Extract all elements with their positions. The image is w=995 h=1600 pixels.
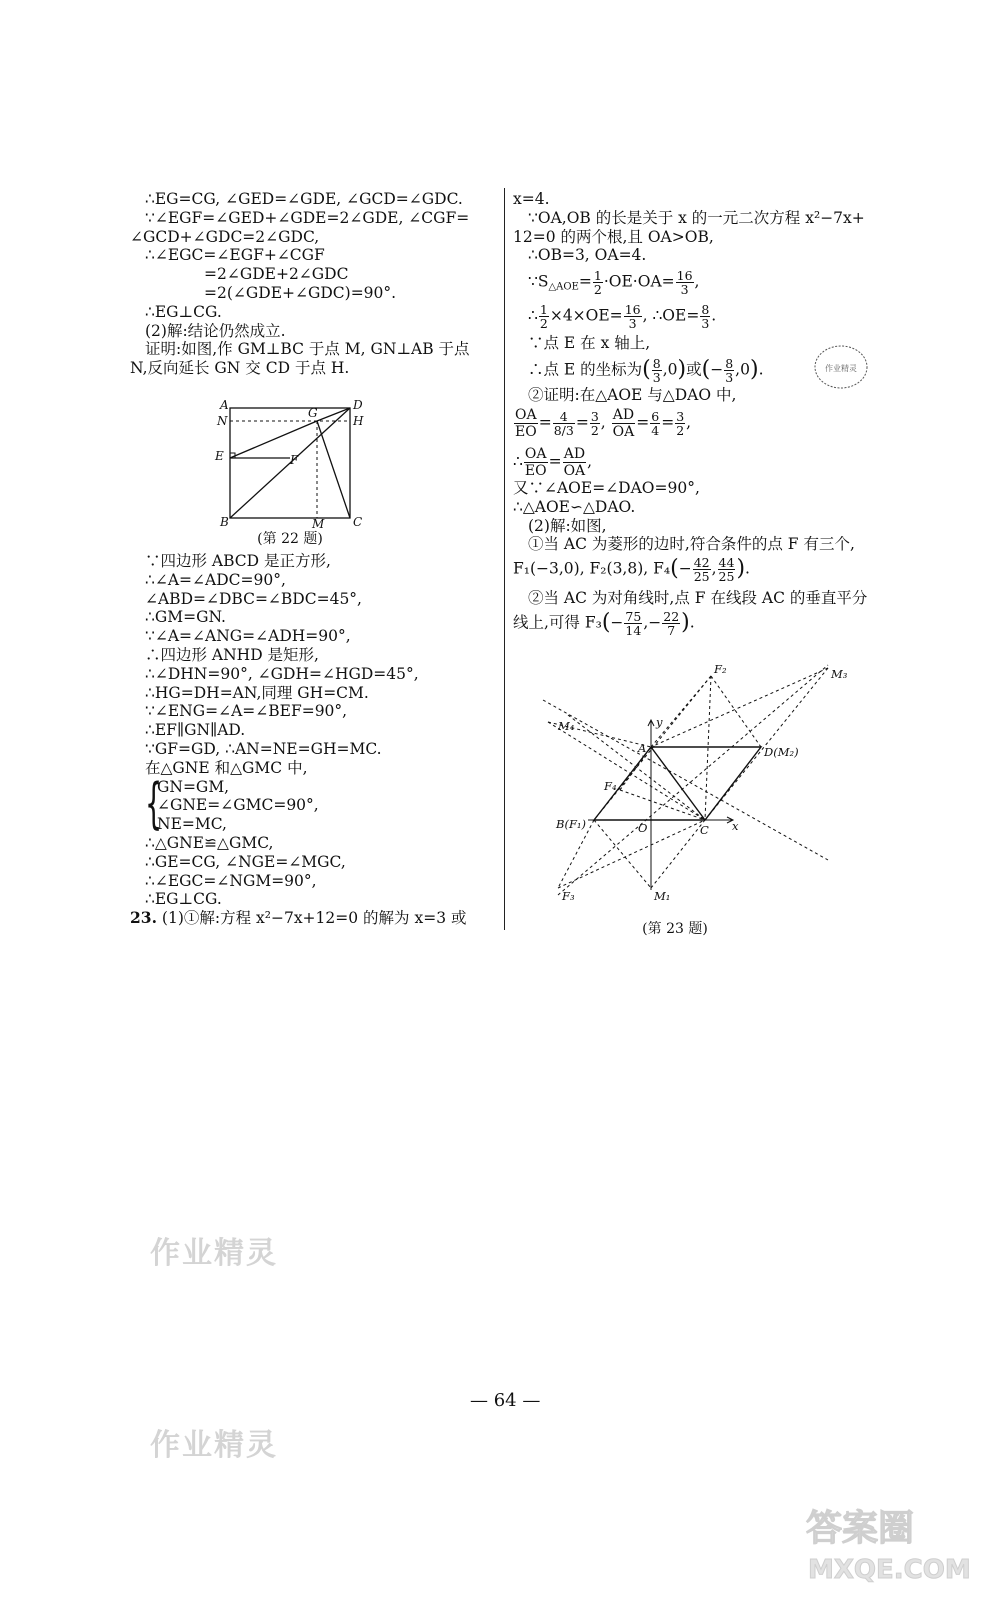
watermark: 作业精灵 xyxy=(150,1428,278,1463)
text-line: ∠GCD+∠GDC=2∠GDC, xyxy=(130,227,320,246)
fraction: $\frac{6}{4}$ xyxy=(651,409,660,439)
label-f4: F₄ xyxy=(604,779,617,793)
left-column xyxy=(130,190,500,928)
text-line: ∴四边形 ANHD 是矩形, xyxy=(145,645,319,664)
label-h: H xyxy=(353,414,364,428)
text-line: ∵点 E 在 x 轴上, xyxy=(528,334,651,353)
text: = xyxy=(636,413,650,432)
stamp xyxy=(812,342,870,392)
text-line: ∴HG=DH=AN,同理 GH=CM. xyxy=(145,683,369,702)
text-line: ∴EG⊥CG. xyxy=(145,302,222,321)
segment-gd xyxy=(317,408,350,421)
label-a: A xyxy=(220,398,229,412)
dashed-line xyxy=(620,790,705,820)
text-line: ∴∠A=∠ADC=90°, xyxy=(145,570,286,589)
label-b-f1: B(F₁) xyxy=(556,817,587,831)
text-line: x=4. xyxy=(513,190,550,208)
label-m1: M₁ xyxy=(654,889,671,903)
text-line: ∵∠A=∠ANG=∠ADH=90°, xyxy=(145,627,351,646)
text: ∴ xyxy=(528,306,538,325)
column-divider xyxy=(504,188,505,930)
figure-22-caption: (第 22 题) xyxy=(257,531,323,547)
text-line: ①当 AC 为菱形的边时,符合条件的点 F 有三个, xyxy=(528,535,855,554)
label-a: A xyxy=(638,741,647,755)
text: ∵S xyxy=(528,272,549,291)
text-line: GN=GM, xyxy=(157,777,230,796)
fraction: $\frac{22}{7}$ xyxy=(663,609,680,639)
fraction: $\frac{AD}{OA}$ xyxy=(563,446,586,480)
label-f: F xyxy=(290,453,299,467)
text-line: 又∵∠AOE=∠DAO=90°, xyxy=(513,479,700,498)
figure-22 xyxy=(210,398,370,530)
text-line: ∠GNE=∠GMC=90°, xyxy=(157,796,319,815)
text-line: (2)解:如图, xyxy=(528,516,607,535)
text-line: N,反向延长 GN 交 CD 于点 H. xyxy=(130,359,350,378)
e-coords-line: ∴点 E 的坐标为( $\frac{8}{3}$ ,0)或(− $\frac{8}{3}$ ,0). xyxy=(528,356,764,386)
fraction: $\frac{1}{2}$ xyxy=(593,268,602,298)
text-line: =2∠GDE+2∠GDC xyxy=(204,265,349,284)
site-logo xyxy=(798,1494,978,1584)
ratio-equal-line: ∴ $\frac{OA}{EO}$ = $\frac{AD}{OA}$ , xyxy=(513,446,593,480)
dashed-line xyxy=(651,668,828,747)
text-line: ②证明:在△AOE 与△DAO 中, xyxy=(528,386,737,405)
fraction: $\frac{4}{8/3}$ xyxy=(553,409,574,439)
text-line: ∵OA,OB 的长是关于 x 的一元二次方程 x²−7x+ xyxy=(528,208,865,227)
brace-system xyxy=(145,771,500,835)
text: = xyxy=(578,272,592,291)
text: = xyxy=(661,413,675,432)
label-d-m2: D(M₂) xyxy=(764,745,799,759)
text: F₁(−3,0), F₂(3,8), F₄ xyxy=(513,559,671,578)
fraction: $\frac{8}{3}$ xyxy=(652,356,661,386)
text: − xyxy=(610,613,624,632)
fraction: $\frac{42}{25}$ xyxy=(693,555,710,585)
fraction: $\frac{16}{3}$ xyxy=(676,268,693,298)
logo-top-text: 答案圈 xyxy=(806,1508,915,1549)
text-line: ∠ABD=∠DBC=∠BDC=45°, xyxy=(145,589,362,608)
text: ×4×OE= xyxy=(549,306,623,325)
label-c: C xyxy=(700,823,709,837)
fraction: $\frac{OA}{EO}$ xyxy=(524,446,547,480)
fraction: $\frac{OA}{EO}$ xyxy=(515,407,537,441)
page-number: — 64 — xyxy=(470,1390,541,1411)
text-line: ∵GF=GD, ∴AN=NE=GH=MC. xyxy=(145,739,382,758)
brace-glyph: { xyxy=(145,771,163,835)
question-number: 23. xyxy=(130,908,157,928)
text: = xyxy=(548,452,562,471)
text: − xyxy=(648,613,662,632)
label-g: G xyxy=(308,406,318,420)
text-line: 12=0 的两个根,且 OA>OB, xyxy=(513,227,714,246)
label-m3: M₃ xyxy=(831,667,848,681)
text-line: ∴EG=CG, ∠GED=∠GDE, ∠GCD=∠GDC. xyxy=(145,190,463,208)
f3-line: 线上,可得 F₃(− $\frac{75}{14}$ ,− $\frac{22}{7}$ ). xyxy=(513,609,695,639)
dashed-line xyxy=(651,676,711,747)
text: ∴ xyxy=(513,452,523,471)
segment-gc xyxy=(317,421,350,518)
label-f2: F₂ xyxy=(714,662,727,676)
label-m4: M₄ xyxy=(558,719,575,733)
fraction: $\frac{3}{2}$ xyxy=(590,409,599,439)
figure-23 xyxy=(528,660,858,914)
label-y: y xyxy=(656,715,663,729)
fraction: $\frac{AD}{OA}$ xyxy=(612,407,635,441)
text: = xyxy=(538,413,552,432)
text-line: =2(∠GDE+∠GDC)=90°. xyxy=(204,283,397,302)
stamp-text: 作业精灵 xyxy=(825,364,857,373)
f-points-line: F₁(−3,0), F₂(3,8), F₄(− $\frac{42}{25}$ , $\frac{44}{25}$ ). xyxy=(513,555,750,585)
text-line: 证明:如图,作 GM⊥BC 于点 M, GN⊥AB 于点 xyxy=(145,340,470,359)
text-line: ∴GE=CG, ∠NGE=∠MGC, xyxy=(145,852,346,871)
subscript: △AOE xyxy=(548,281,579,293)
watermark: 作业精灵 xyxy=(150,1236,278,1271)
fraction: $\frac{75}{14}$ xyxy=(625,609,642,639)
text: ,0 xyxy=(662,360,678,379)
ratio-line: $\frac{OA}{EO}$ = $\frac{4}{8/3}$ = $\frac{3}{2}$ , $\frac{AD}{OA}$ = $\frac{6}{4}$ = $\frac{3}{2}$ , xyxy=(515,407,692,441)
text-line: ∴GM=GN. xyxy=(145,608,226,627)
text-line: ∴△AOE∽△DAO. xyxy=(513,497,636,516)
text-line: ②当 AC 为对角线时,点 F 在线段 AC 的垂直平分 xyxy=(528,589,868,608)
text-line: ∴∠EGC=∠EGF+∠CGF xyxy=(145,246,325,265)
text-line: ∵∠ENG=∠A=∠BEF=90°, xyxy=(145,702,348,721)
label-e: E xyxy=(215,449,224,463)
text-line: ∵四边形 ABCD 是正方形, xyxy=(145,551,331,570)
text: 或 xyxy=(686,360,702,379)
text-line: ∴∠DHN=90°, ∠GDH=∠HGD=45°, xyxy=(145,664,419,683)
text-line: ∴EF∥GN∥AD. xyxy=(145,721,246,740)
question-23-line xyxy=(130,909,500,928)
text: 线上,可得 F₃ xyxy=(513,613,602,632)
text-line: ∴∠EGC=∠NGM=90°, xyxy=(145,871,317,890)
text: − xyxy=(710,360,724,379)
fraction: $\frac{8}{3}$ xyxy=(725,356,734,386)
dashed-line xyxy=(711,676,761,747)
text: ·OE·OA= xyxy=(603,272,675,291)
dashed-line xyxy=(705,676,711,820)
fraction: $\frac{8}{3}$ xyxy=(701,302,710,332)
text-line: ∴EG⊥CG. xyxy=(145,890,222,909)
label-c: C xyxy=(353,515,363,529)
text-line: ∴OB=3, OA=4. xyxy=(528,246,647,265)
figure-23-caption: (第 23 题) xyxy=(642,921,708,937)
label-m: M xyxy=(312,517,325,530)
text-line: 在△GNE 和△GMC 中, xyxy=(145,758,308,777)
label-b: B xyxy=(220,515,229,529)
logo-bottom-text: MXQE.COM xyxy=(808,1555,971,1584)
dashed-line xyxy=(568,715,705,820)
dashed-line xyxy=(558,665,828,895)
fraction: $\frac{16}{3}$ xyxy=(624,302,641,332)
label-n: N xyxy=(217,414,228,428)
text-line: ∴△GNE≌△GMC, xyxy=(145,833,274,852)
text: ∴点 E 的坐标为 xyxy=(528,360,643,379)
dashed-line xyxy=(548,722,705,820)
segment-eg xyxy=(230,421,317,458)
label-d: D xyxy=(353,398,363,412)
fraction: $\frac{3}{2}$ xyxy=(676,409,685,439)
text-line: NE=MC, xyxy=(157,815,227,834)
text: − xyxy=(678,559,692,578)
dashed-line xyxy=(705,668,828,820)
text-line: ∵∠EGF=∠GED+∠GDE=2∠GDE, ∠CGF= xyxy=(145,208,470,227)
oe-line: ∴ $\frac{1}{2}$ ×4×OE= $\frac{16}{3}$ , ∴OE= $\frac{8}{3}$ . xyxy=(528,302,717,332)
fraction: $\frac{44}{25}$ xyxy=(718,555,735,585)
label-x: x xyxy=(732,819,739,833)
text-line: (1)①解:方程 x²−7x+12=0 的解为 x=3 或 xyxy=(161,909,467,928)
text: = xyxy=(575,413,589,432)
fraction: $\frac{1}{2}$ xyxy=(539,302,548,332)
dashed-line xyxy=(651,820,705,888)
area-line: $\because S_{\triangle AOE}=$ $\frac{1}{2}$ ·OE·OA= $\frac{16}{3}$ , xyxy=(528,268,700,298)
label-o: O xyxy=(638,821,648,835)
text: ,0 xyxy=(735,360,750,379)
label-f3: F₃ xyxy=(562,889,575,903)
text-line: (2)解:结论仍然成立. xyxy=(145,321,286,340)
text: , ∴OE= xyxy=(642,306,700,325)
